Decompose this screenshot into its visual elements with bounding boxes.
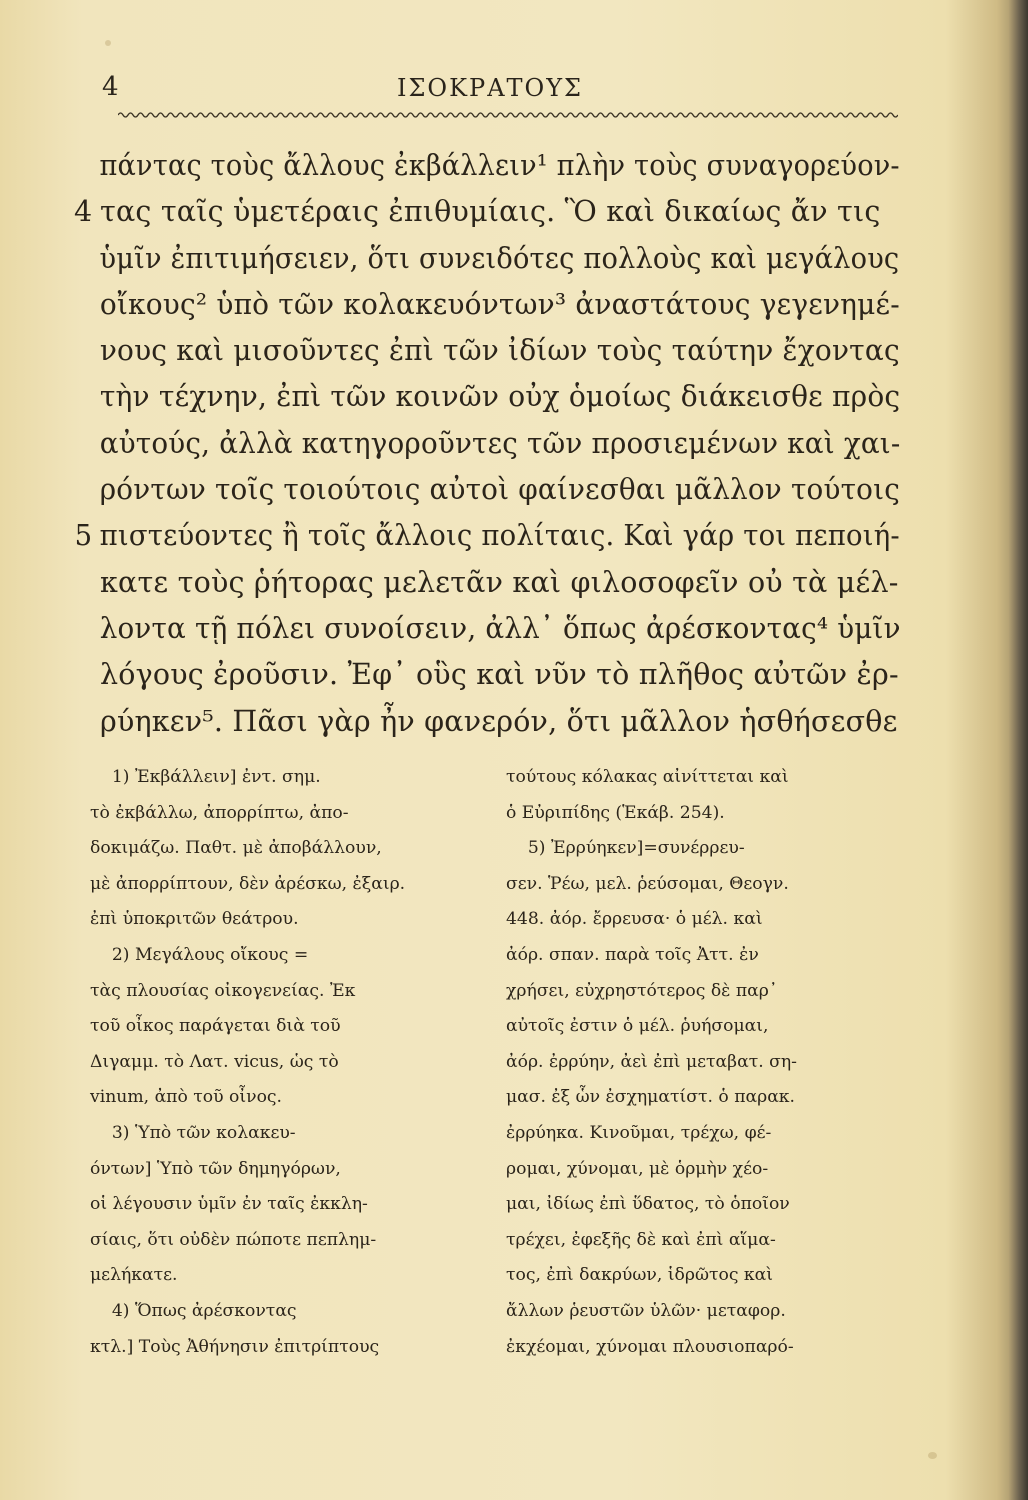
footnote-line: 5) Ἐρρύηκεν]=συνέρρευ- (506, 838, 745, 859)
text-line (90, 560, 900, 606)
footnote-line: σεν. Ῥέω, μελ. ῥεύσομαι, Θεογν. (506, 873, 789, 894)
footnote-line: Διγαμμ. τὸ Λατ. vicus, ὡς τὸ (90, 1051, 339, 1072)
footnote-line: σίαις, ὅτι οὐδὲν πώποτε πεπλημ- (90, 1229, 377, 1250)
footnote-line: ρομαι, χύνομαι, μὲ ὁρμὴν χέο- (506, 1158, 769, 1179)
footnote-line: τούτους κόλακας αἰνίττεται καὶ (506, 767, 789, 787)
footnote-line: ἐρρύηκα. Κινοῦμαι, τρέχω, φέ- (506, 1122, 772, 1143)
footnote-line: ἐπὶ ὑποκριτῶν θεάτρου. (90, 909, 299, 930)
text-line (74, 513, 900, 559)
line-text: πάντας τοὺς ἄλλους ἐκβάλλειν¹ πλὴν τοὺς συναγορεύον- (99, 149, 900, 182)
running-title: ΙΣΟΚΡΑΤΟΥΣ (396, 74, 584, 102)
footnotes-right-column (506, 760, 898, 1365)
footnote-line: αὐτοῖς ἐστιν ὁ μέλ. ῥυήσομαι, (506, 1016, 769, 1037)
footnote-line: ἀόρ. ἐρρύην, ἀεὶ ἐπὶ μεταβατ. ση- (506, 1051, 797, 1072)
line-text: τὴν τέχνην, ἐπὶ τῶν κοινῶν οὐχ ὁμοίως διάκεισθε πρὸς (99, 380, 901, 414)
page-edge-shadow (1008, 0, 1028, 1500)
footnote-line: 448. ἀόρ. ἔρρευσα· ὁ μέλ. καὶ (506, 909, 763, 930)
footnote-line: μελήκατε. (90, 1265, 178, 1286)
line-text: τας ταῖς ὑμετέραις ἐπιθυμίαις. Ὃ καὶ δικαίως ἄν τις (100, 195, 881, 229)
section-number: 5 (74, 519, 93, 553)
footnote-line: ἐκχέομαι, χύνομαι πλουσιοπαρό- (506, 1336, 794, 1357)
footnote-line: τὸ ἐκβάλλω, ἀπορρίπτω, ἀπο- (90, 802, 349, 823)
footnote-line: 4) Ὅπως ἀρέσκοντας (90, 1300, 297, 1321)
footnote-line: ἀόρ. σπαν. παρὰ τοῖς Ἀττ. ἐν (506, 944, 759, 965)
paper-stain (105, 40, 111, 46)
text-line (90, 606, 901, 652)
text-line (74, 189, 900, 235)
text-line (90, 143, 900, 189)
text-line (90, 374, 901, 420)
footnote-line: 1) Ἐκβάλλειν] ἐντ. σημ. (90, 767, 321, 787)
footnote-line: τοῦ οἶκος παράγεται διὰ τοῦ (90, 1016, 341, 1037)
footnote-line: μὲ ἀπορρίπτουν, δὲν ἀρέσκω, ἐξαιρ. (90, 873, 406, 894)
text-line (90, 652, 900, 698)
line-text: ὑμῖν ἐπιτιμήσειεν, ὅτι συνειδότες πολλοὺς καὶ μεγάλους (99, 241, 900, 275)
footnote-line: ὁ Εὐριπίδης (Ἑκάβ. 254). (506, 802, 725, 823)
page-header (90, 72, 890, 112)
line-text: πιστεύοντες ἢ τοῖς ἄλλοις πολίταις. Καὶ γάρ τοι πεποιή- (99, 519, 900, 553)
footnote-line: οἱ λέγουσιν ὑμῖν ἐν ταῖς ἐκκλη- (90, 1194, 368, 1215)
paper-stain (928, 1452, 937, 1459)
footnotes-left-column (90, 760, 482, 1365)
footnote-line: τὰς πλουσίας οἰκογενείας. Ἐκ (90, 980, 356, 1001)
line-text: ρύηκεν⁵. Πᾶσι γὰρ ἦν φανερόν, ὅτι μᾶλλον ἡσθήσεσθε (100, 704, 898, 738)
text-line (90, 467, 900, 513)
footnote-line: 3) Ὑπὸ τῶν κολακευ- (90, 1122, 296, 1143)
text-line (90, 236, 900, 282)
line-text: λόγους ἐροῦσιν. Ἐφ᾽ οὓς καὶ νῦν τὸ πλῆθος αὐτῶν ἐρ- (100, 658, 899, 692)
page-number: 4 (102, 72, 119, 102)
footnote-line: 2) Μεγάλους οἴκους = (90, 944, 309, 965)
line-text: κατε τοὺς ῥήτορας μελετᾶν καὶ φιλοσοφεῖν οὐ τὰ μέλ- (100, 565, 899, 599)
text-line (90, 699, 900, 745)
section-number: 4 (74, 195, 93, 229)
footnote-line: δοκιμάζω. Παθτ. μὲ ἀποβάλλουν, (90, 838, 382, 859)
footnote-line: μασ. ἐξ ὧν ἐσχηματίστ. ὁ παρακ. (506, 1087, 796, 1108)
footnote-line: τρέχει, ἐφεξῆς δὲ καὶ ἐπὶ αἵμα- (506, 1229, 776, 1250)
line-text: νους καὶ μισοῦντες ἐπὶ τῶν ἰδίων τοὺς ταύτην ἔχοντας (99, 334, 900, 368)
line-text: αὐτούς, ἀλλὰ κατηγοροῦντες τῶν προσιεμένων καὶ χαι- (99, 426, 901, 460)
line-text: λοντα τῇ πόλει συνοίσειν, ἀλλ᾽ ὅπως ἀρέσκοντας⁴ ὑμῖν (99, 611, 901, 645)
footnote-line: όντων] Ὑπὸ τῶν δημηγόρων, (90, 1158, 341, 1179)
line-text: οἴκους² ὑπὸ τῶν κολακευόντων³ ἀναστάτους γεγενημέ- (99, 287, 900, 321)
header-wavy-rule (118, 108, 898, 122)
footnote-line: τος, ἐπὶ δακρύων, ἱδρῶτος καὶ (506, 1265, 774, 1286)
text-line (90, 282, 900, 328)
text-line (90, 421, 901, 467)
footnote-line: κτλ.] Τοὺς Ἀθήνησιν ἐπιτρίπτους (90, 1336, 380, 1357)
footnote-line: χρήσει, εὐχρηστότερος δὲ παρ᾽ (506, 980, 778, 1001)
footnote-line: μαι, ἰδίως ἐπὶ ὕδατος, τὸ ὁποῖον (506, 1194, 790, 1215)
footnote-line: ἄλλων ῥευστῶν ὑλῶν· μεταφορ. (506, 1300, 786, 1321)
footnote-line: vinum, ἀπὸ τοῦ οἶνος. (90, 1087, 283, 1108)
main-text (74, 143, 901, 745)
text-line (90, 328, 900, 374)
line-text: ρόντων τοῖς τοιούτοις αὐτοὶ φαίνεσθαι μᾶλλον τούτοις (99, 473, 900, 507)
